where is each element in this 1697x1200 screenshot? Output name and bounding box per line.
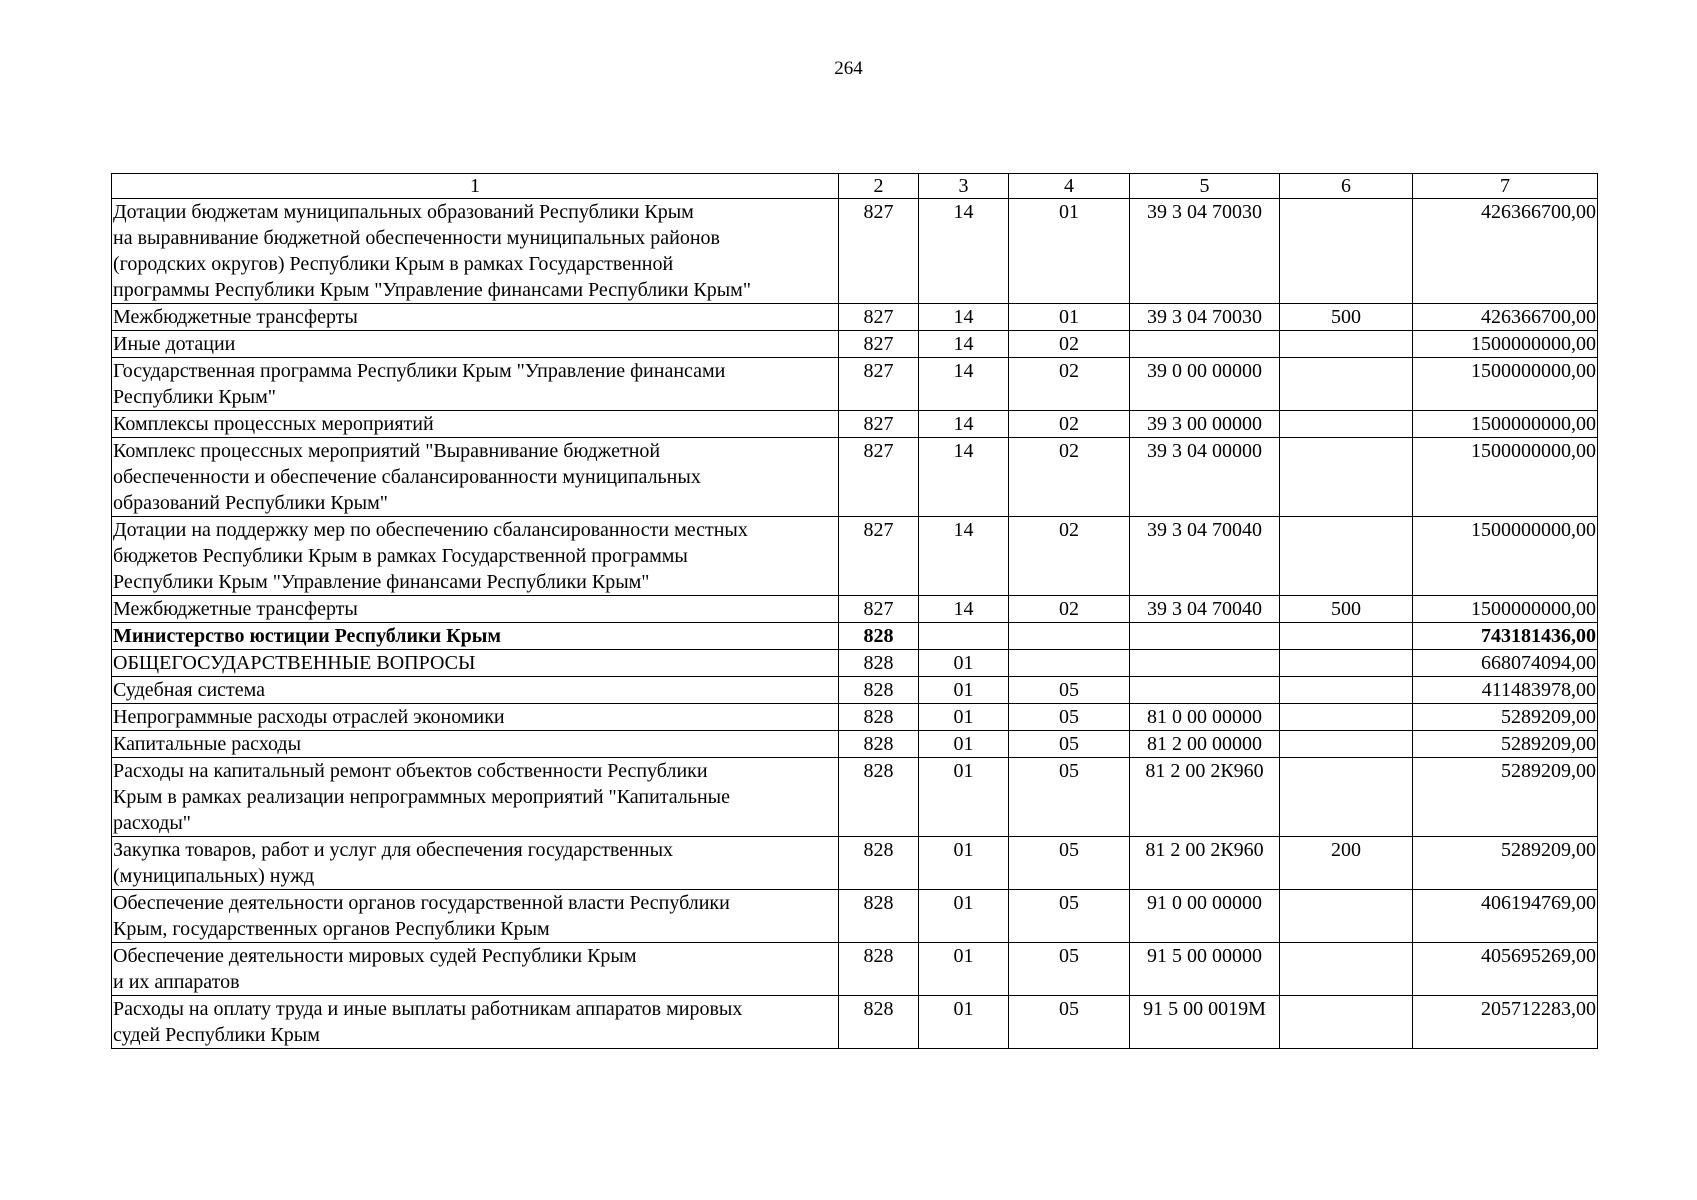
row-name-line: Республики Крым": [113, 386, 276, 408]
section-code-cell: 01: [919, 996, 1009, 1049]
row-name-line: Межбюджетные трансферты: [113, 306, 358, 328]
row-name-line: Обеспечение деятельности органов государственной власти Республики: [113, 892, 730, 914]
expense-type-cell: 500: [1280, 304, 1413, 331]
table-row: [112, 623, 1598, 650]
target-article-cell: 39 3 00 00000: [1130, 411, 1280, 438]
expense-type-cell: [1280, 890, 1413, 943]
target-article-cell: 39 3 04 70040: [1130, 517, 1280, 596]
expense-type-cell: [1280, 199, 1413, 304]
expense-type-cell: [1280, 677, 1413, 704]
table-row: [112, 943, 1598, 996]
subsection-code-cell: [1009, 623, 1130, 650]
table-row: [112, 996, 1598, 1049]
row-name-line: Комплексы процессных мероприятий: [113, 413, 434, 435]
amount-cell: 5289209,00: [1413, 758, 1598, 837]
row-name-cell: [112, 623, 839, 650]
row-name-line: Дотации на поддержку мер по обеспечению сбалансированности местных: [113, 519, 748, 541]
row-name-line: на выравнивание бюджетной обеспеченности муниципальных районов: [113, 227, 720, 249]
amount-cell: 5289209,00: [1413, 731, 1598, 758]
row-name-line: Дотации бюджетам муниципальных образований Республики Крым: [113, 201, 694, 223]
row-name-cell: [112, 358, 839, 411]
amount-cell: 1500000000,00: [1413, 411, 1598, 438]
section-code-cell: 01: [919, 943, 1009, 996]
row-name-line: Комплекс процессных мероприятий "Выравнивание бюджетной: [113, 440, 661, 462]
row-name-cell: [112, 996, 839, 1049]
table-row: [112, 304, 1598, 331]
row-name-line: образований Республики Крым": [113, 492, 388, 514]
expense-type-cell: 200: [1280, 837, 1413, 890]
target-article-cell: 39 3 04 70030: [1130, 304, 1280, 331]
row-name-line: (городских округов) Республики Крым в рамках Государственной: [113, 253, 674, 275]
column-header: 1: [112, 174, 839, 199]
target-article-cell: [1130, 331, 1280, 358]
row-name-line: Расходы на капитальный ремонт объектов собственности Республики: [113, 760, 708, 782]
expense-type-cell: 500: [1280, 596, 1413, 623]
target-article-cell: 39 3 04 00000: [1130, 438, 1280, 517]
expense-type-cell: [1280, 438, 1413, 517]
target-article-cell: [1130, 650, 1280, 677]
table-row: [112, 758, 1598, 837]
table-row: [112, 358, 1598, 411]
ministry-code-cell: 828: [839, 704, 919, 731]
row-name-line: бюджетов Республики Крым в рамках Государственной программы: [113, 545, 688, 567]
expense-type-cell: [1280, 650, 1413, 677]
ministry-code-cell: 828: [839, 650, 919, 677]
ministry-code-cell: 828: [839, 943, 919, 996]
table-row: [112, 411, 1598, 438]
section-code-cell: 01: [919, 837, 1009, 890]
ministry-code-cell: 827: [839, 596, 919, 623]
section-code-cell: 14: [919, 358, 1009, 411]
section-code-cell: 14: [919, 438, 1009, 517]
subsection-code-cell: 02: [1009, 331, 1130, 358]
row-name-cell: [112, 517, 839, 596]
row-name-line: Государственная программа Республики Крым "Управление финансами: [113, 360, 726, 382]
row-name-cell: [112, 837, 839, 890]
table-row: [112, 677, 1598, 704]
subsection-code-cell: 02: [1009, 358, 1130, 411]
row-name-cell: [112, 758, 839, 837]
amount-cell: 1500000000,00: [1413, 438, 1598, 517]
subsection-code-cell: 05: [1009, 758, 1130, 837]
section-code-cell: 14: [919, 596, 1009, 623]
row-name-cell: [112, 199, 839, 304]
column-header: 3: [919, 174, 1009, 199]
table-row: [112, 331, 1598, 358]
row-name-line: и их аппаратов: [113, 971, 240, 993]
row-name-line: расходы": [113, 812, 191, 834]
table-row: [112, 438, 1598, 517]
section-code-cell: 01: [919, 704, 1009, 731]
ministry-code-cell: 828: [839, 731, 919, 758]
amount-cell: 668074094,00: [1413, 650, 1598, 677]
target-article-cell: 81 2 00 2К960: [1130, 837, 1280, 890]
target-article-cell: 91 5 00 0019М: [1130, 996, 1280, 1049]
row-name-cell: [112, 304, 839, 331]
ministry-code-cell: 828: [839, 677, 919, 704]
amount-cell: 1500000000,00: [1413, 596, 1598, 623]
row-name-line: Крым, государственных органов Республики Крым: [113, 918, 550, 940]
subsection-code-cell: 01: [1009, 199, 1130, 304]
expense-type-cell: [1280, 704, 1413, 731]
expense-type-cell: [1280, 996, 1413, 1049]
target-article-cell: 91 5 00 00000: [1130, 943, 1280, 996]
page-number: 264: [834, 58, 863, 79]
table-row: [112, 731, 1598, 758]
expense-type-cell: [1280, 411, 1413, 438]
ministry-code-cell: 828: [839, 623, 919, 650]
subsection-code-cell: 02: [1009, 438, 1130, 517]
subsection-code-cell: 05: [1009, 996, 1130, 1049]
section-code-cell: 14: [919, 304, 1009, 331]
row-name-cell: [112, 704, 839, 731]
amount-cell: 1500000000,00: [1413, 331, 1598, 358]
subsection-code-cell: 05: [1009, 704, 1130, 731]
subsection-code-cell: 02: [1009, 411, 1130, 438]
budget-table: [111, 173, 1598, 1049]
amount-cell: 406194769,00: [1413, 890, 1598, 943]
subsection-code-cell: [1009, 650, 1130, 677]
subsection-code-cell: 05: [1009, 943, 1130, 996]
subsection-code-cell: 05: [1009, 890, 1130, 943]
section-code-cell: 14: [919, 411, 1009, 438]
row-name-cell: [112, 411, 839, 438]
column-header: 4: [1009, 174, 1130, 199]
target-article-cell: 39 3 04 70040: [1130, 596, 1280, 623]
row-name-cell: [112, 596, 839, 623]
row-name-cell: [112, 438, 839, 517]
subsection-code-cell: 05: [1009, 837, 1130, 890]
target-article-cell: 39 3 04 70030: [1130, 199, 1280, 304]
amount-cell: 743181436,00: [1413, 623, 1598, 650]
row-name-line: Капитальные расходы: [113, 733, 302, 755]
row-name-line: (муниципальных) нужд: [113, 865, 315, 887]
expense-type-cell: [1280, 358, 1413, 411]
ministry-code-cell: 828: [839, 758, 919, 837]
amount-cell: 205712283,00: [1413, 996, 1598, 1049]
target-article-cell: 81 0 00 00000: [1130, 704, 1280, 731]
section-code-cell: 14: [919, 517, 1009, 596]
section-code-cell: 14: [919, 331, 1009, 358]
subsection-code-cell: 02: [1009, 596, 1130, 623]
row-name-line: Обеспечение деятельности мировых судей Республики Крым: [113, 945, 637, 967]
expense-type-cell: [1280, 943, 1413, 996]
column-header: 5: [1130, 174, 1280, 199]
table-row: [112, 596, 1598, 623]
amount-cell: 5289209,00: [1413, 704, 1598, 731]
expense-type-cell: [1280, 517, 1413, 596]
section-code-cell: 01: [919, 677, 1009, 704]
column-header: 6: [1280, 174, 1413, 199]
row-name-line: Непрограммные расходы отраслей экономики: [113, 706, 505, 728]
subsection-code-cell: 05: [1009, 677, 1130, 704]
row-name-cell: [112, 943, 839, 996]
row-name-line: Иные дотации: [113, 333, 236, 355]
table-body: [112, 199, 1598, 1049]
row-name-line: судей Республики Крым: [113, 1024, 320, 1046]
ministry-code-cell: 827: [839, 199, 919, 304]
ministry-code-cell: 827: [839, 411, 919, 438]
row-name-cell: [112, 890, 839, 943]
table-header-row: [112, 174, 1598, 199]
amount-cell: 1500000000,00: [1413, 358, 1598, 411]
target-article-cell: [1130, 677, 1280, 704]
row-name-line: Межбюджетные трансферты: [113, 598, 358, 620]
target-article-cell: 91 0 00 00000: [1130, 890, 1280, 943]
ministry-code-cell: 827: [839, 358, 919, 411]
column-header: 7: [1413, 174, 1598, 199]
ministry-code-cell: 827: [839, 304, 919, 331]
section-code-cell: 01: [919, 650, 1009, 677]
row-name-line: Закупка товаров, работ и услуг для обеспечения государственных: [113, 839, 674, 861]
expense-type-cell: [1280, 623, 1413, 650]
row-name-line: программы Республики Крым "Управление финансами Республики Крым": [113, 279, 751, 301]
amount-cell: 426366700,00: [1413, 199, 1598, 304]
ministry-code-cell: 827: [839, 438, 919, 517]
section-code-cell: 01: [919, 890, 1009, 943]
target-article-cell: [1130, 623, 1280, 650]
table-row: [112, 837, 1598, 890]
target-article-cell: 39 0 00 00000: [1130, 358, 1280, 411]
amount-cell: 411483978,00: [1413, 677, 1598, 704]
table-row: [112, 517, 1598, 596]
section-code-cell: 01: [919, 731, 1009, 758]
target-article-cell: 81 2 00 00000: [1130, 731, 1280, 758]
row-name-line: Республики Крым "Управление финансами Республики Крым": [113, 571, 650, 593]
row-name-cell: [112, 731, 839, 758]
row-name-line: Расходы на оплату труда и иные выплаты работникам аппаратов мировых: [113, 998, 743, 1020]
subsection-code-cell: 02: [1009, 517, 1130, 596]
column-header: 2: [839, 174, 919, 199]
table-row: [112, 704, 1598, 731]
row-name-cell: [112, 650, 839, 677]
amount-cell: 5289209,00: [1413, 837, 1598, 890]
amount-cell: 405695269,00: [1413, 943, 1598, 996]
subsection-code-cell: 05: [1009, 731, 1130, 758]
ministry-code-cell: 828: [839, 996, 919, 1049]
target-article-cell: 81 2 00 2К960: [1130, 758, 1280, 837]
row-name-cell: [112, 331, 839, 358]
row-name-line: Судебная система: [113, 679, 266, 701]
ministry-code-cell: 827: [839, 517, 919, 596]
expense-type-cell: [1280, 331, 1413, 358]
row-name-line: Крым в рамках реализации непрограммных мероприятий "Капитальные: [113, 786, 730, 808]
table-row: [112, 199, 1598, 304]
section-code-cell: [919, 623, 1009, 650]
subsection-code-cell: 01: [1009, 304, 1130, 331]
row-name-line: обеспеченности и обеспечение сбалансированности муниципальных: [113, 466, 701, 488]
expense-type-cell: [1280, 731, 1413, 758]
ministry-code-cell: 827: [839, 331, 919, 358]
row-name-cell: [112, 677, 839, 704]
row-name-line: ОБЩЕГОСУДАРСТВЕННЫЕ ВОПРОСЫ: [113, 652, 476, 674]
expense-type-cell: [1280, 758, 1413, 837]
amount-cell: 426366700,00: [1413, 304, 1598, 331]
row-name-line: Министерство юстиции Республики Крым: [113, 625, 501, 647]
section-code-cell: 14: [919, 199, 1009, 304]
section-code-cell: 01: [919, 758, 1009, 837]
ministry-code-cell: 828: [839, 890, 919, 943]
ministry-code-cell: 828: [839, 837, 919, 890]
amount-cell: 1500000000,00: [1413, 517, 1598, 596]
table-row: [112, 890, 1598, 943]
table-row: [112, 650, 1598, 677]
